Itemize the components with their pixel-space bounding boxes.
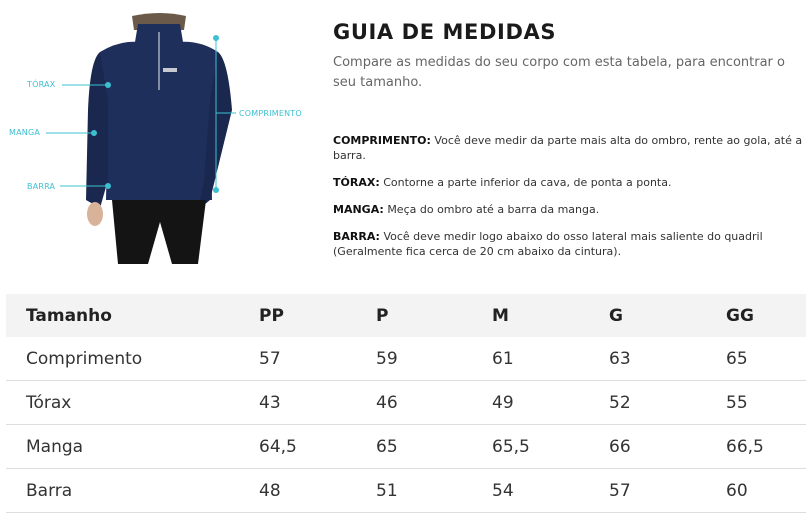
instruction-text: Você deve medir da parte mais alta do ombro, rente ao gola, até a barra. [333, 134, 803, 162]
instruction-term: BARRA: [333, 230, 380, 243]
header-pp: PP [259, 294, 376, 337]
table-cell: 65,5 [492, 425, 609, 469]
row-label: Barra [6, 469, 259, 513]
table-row [6, 425, 806, 469]
table-cell: 57 [609, 469, 726, 513]
instruction-text: Você deve medir logo abaixo do osso lateral mais saliente do quadril (Geralmente fica cerca de 20 cm abaixo da cintura). [333, 230, 763, 258]
table-cell: 43 [259, 381, 376, 425]
header-m: M [492, 294, 609, 337]
table-cell: 54 [492, 469, 609, 513]
table-cell: 57 [259, 337, 376, 381]
instruction-term: COMPRIMENTO: [333, 134, 431, 147]
label-manga: MANGA [9, 128, 41, 137]
table-row [6, 469, 806, 513]
table-cell: 60 [726, 469, 806, 513]
instruction-torax [333, 175, 803, 190]
measurement-figure [0, 0, 330, 270]
header-tamanho: Tamanho [6, 294, 259, 337]
table-cell: 63 [609, 337, 726, 381]
table-cell: 49 [492, 381, 609, 425]
header-gg: GG [726, 294, 806, 337]
model-shirt-illustration [0, 0, 330, 270]
table-cell: 64,5 [259, 425, 376, 469]
instruction-barra [333, 229, 803, 259]
row-label: Tórax [6, 381, 259, 425]
table-cell: 48 [259, 469, 376, 513]
size-table [6, 294, 806, 513]
page-title: GUIA DE MEDIDAS [333, 20, 557, 44]
table-cell: 59 [376, 337, 492, 381]
label-barra: BARRA [27, 182, 56, 191]
label-torax: TÓRAX [27, 80, 56, 89]
table-cell: 46 [376, 381, 492, 425]
table-cell: 52 [609, 381, 726, 425]
table-cell: 65 [376, 425, 492, 469]
page-subtitle: Compare as medidas do seu corpo com esta tabela, para encontrar o seu tamanho. [333, 55, 785, 90]
instruction-comprimento [333, 133, 803, 163]
header-g: G [609, 294, 726, 337]
table-cell: 61 [492, 337, 609, 381]
table-header-row [6, 294, 806, 337]
instruction-text: Contorne a parte inferior da cava, de ponta a ponta. [383, 176, 672, 189]
table-cell: 65 [726, 337, 806, 381]
table-row [6, 381, 806, 425]
header-p: P [376, 294, 492, 337]
table-cell: 66,5 [726, 425, 806, 469]
instruction-term: TÓRAX: [333, 176, 380, 189]
table-row [6, 337, 806, 381]
instruction-term: MANGA: [333, 203, 384, 216]
instruction-manga [333, 202, 803, 217]
instruction-text: Meça do ombro até a barra da manga. [387, 203, 600, 216]
table-cell: 51 [376, 469, 492, 513]
table-cell: 55 [726, 381, 806, 425]
row-label: Comprimento [6, 337, 259, 381]
row-label: Manga [6, 425, 259, 469]
label-comprimento: COMPRIMENTO [239, 109, 302, 118]
table-cell: 66 [609, 425, 726, 469]
